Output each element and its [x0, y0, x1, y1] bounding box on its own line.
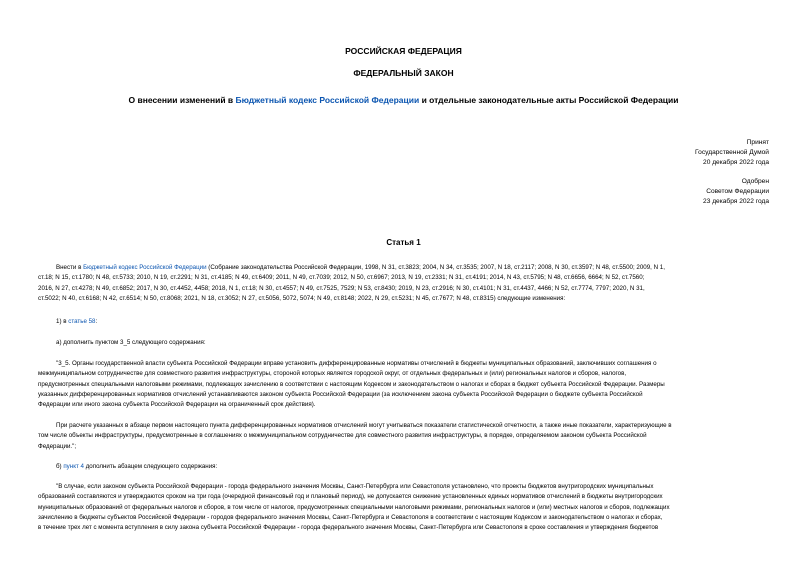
quote-line: указанных дифференцированных нормативов отчислений устанавливаются законом субъекта Российской Федерации (за исключением закона субъекта Российской Федерации о бюджете субъекта Российской — [38, 390, 643, 398]
item-1-prefix: 1) в — [56, 318, 69, 325]
intro-citation-line: (Собрание законодательства Российской Федерации, 1998, N 31, ст.3823; 2004, N 34, ст.3535; 2007, N 18, ст.2117; 2008, N 30, ст.3597; N 48, ст.5500; 2009, N 1, — [206, 264, 665, 271]
quote-line: Федерации или иного закона субъекта Российской Федерации на ограниченный срок действия). — [38, 401, 316, 409]
article-intro-paragraph — [38, 263, 769, 304]
adoption-council-line: Советом Федерации — [706, 188, 769, 196]
intro-citation-line: 2016, N 27, ст.4278; N 49, ст.6852; 2017, N 30, ст.4452, 4458; 2018, N 1, ст.18; N 30, ст.4557; N 49, ст.7525, 7529; N 53, ст.8430; 2019, N 23, ст.2916; N 30, ст.4101; N 31, ст.4437, 4466; N 52, ст.7774, 7797; 2020, N 31, — [38, 284, 645, 292]
item-b — [38, 462, 769, 472]
calculation-line: При расчете указанных в абзаце первом настоящего пункта дифференцированных нормативов отчислений могут учитываться показатели статистической отчетности, а также иные показатели, характеризующие в — [56, 422, 672, 429]
budget-code-title-link[interactable]: Бюджетный кодекс Российской Федерации — [235, 95, 420, 105]
country-heading: РОССИЙСКАЯ ФЕДЕРАЦИЯ — [345, 46, 462, 56]
quote-line: межмуниципальном сотрудничестве для совместного развития инфраструктуры, стороной которых является городской округ, от отдельных федеральных и (или) региональных налогов и сборов, налогов, — [38, 370, 627, 378]
adoption-duma-line: Принят — [746, 139, 769, 146]
law-title-suffix: и отдельные законодательные акты Российской Федерации — [419, 95, 679, 105]
item-a: а) дополнить пунктом 3_5 следующего содержания: — [56, 339, 206, 346]
item-1-suffix: : — [95, 318, 98, 325]
intro-citation-line: ст.5022; N 40, ст.6168; N 42, ст.6514; N 50, ст.8068; 2021, N 18, ст.3052; N 27, ст.5056, 5072, 5074; N 49, ст.8148; 2022, N 29, ст.5231; N 45, ст.7677; N 48, ст.8315) следующие изменения: — [38, 294, 566, 302]
adoption-council-line: Одобрен — [741, 178, 769, 185]
intro-prefix: Внести в — [56, 264, 84, 271]
article-heading: Статья 1 — [386, 238, 421, 247]
law-type-heading: ФЕДЕРАЛЬНЫЙ ЗАКОН — [353, 68, 454, 78]
article-intro-line — [38, 263, 769, 273]
quote-line: образований составляются и утверждаются сроком на три года (очередной финансовый год и плановый период), не допускается снижение установленных единых нормативов отчислений в бюджеты внутригородских — [38, 493, 663, 501]
item-b-suffix: дополнить абзацем следующего содержания: — [83, 463, 218, 470]
quote-3-5-paragraph — [38, 359, 769, 410]
clause-4-link[interactable]: пункт 4 — [63, 463, 84, 470]
quote-line: предусмотренных специальными налоговыми режимами, подлежащих зачислению в соответствии с настоящим Кодексом и законодательством о налогах и сборах в бюджет субъекта Российской Федерации. Размеры — [38, 380, 665, 388]
intro-citation-line: ст.18; N 15, ст.1780; N 48, ст.5733; 2010, N 19, ст.2291; N 31, ст.4185; N 49, ст.6409; 2011, N 49, ст.7039; 2012, N 50, ст.6967; 2013, N 19, ст.2331; N 31, ст.4191; 2014, N 43, ст.5795; N 48, ст.6656, 6664; N 52, ст.7560; — [38, 274, 645, 282]
quote-line: "В случае, если законом субъекта Российской Федерации - города федерального значения Москвы, Санкт-Петербурга или Севастополя установлено, что проекты бюджетов внутригородских муниципальных — [56, 483, 654, 490]
item-b-prefix: б) — [56, 463, 64, 470]
adoption-duma-line: 20 декабря 2022 года — [703, 159, 769, 167]
adoption-duma-block — [695, 138, 769, 169]
law-title — [0, 95, 807, 105]
article-58-link[interactable]: статье 58 — [68, 318, 96, 325]
quote-line: муниципальных образований от федеральных налогов и сборов, в том числе от налогов, предусмотренных специальными налоговыми режимами, региональных налогов и (или) местных налогов и сборов, подлежащих — [38, 503, 670, 511]
quote-line: "3_5. Органы государственной власти субъекта Российской Федерации вправе установить дифференцированные нормативы отчислений в бюджеты муниципальных образований, заключивших соглашения о — [56, 360, 657, 367]
quote-line: в течение трех лет с момента вступления в силу закона субъекта Российской Федерации - города федерального значения Москвы, Санкт-Петербурга или Севастополя в сроке составления и утверждения бюджетов — [38, 524, 659, 532]
adoption-duma-line: Государственной Думой — [695, 149, 769, 157]
budget-code-link[interactable]: Бюджетный кодекс Российской Федерации — [83, 264, 207, 271]
quote-line: зачислению в бюджеты субъектов Российской Федерации - городов федерального значения Москвы, Санкт-Петербурга и Севастополя в соответствии с настоящим Кодексом и законодательством о налогах и сборах, — [38, 513, 663, 521]
calculation-line: Федерации."; — [38, 442, 77, 450]
calculation-line: том числе объекты инфраструктуры, предусмотренные в соглашениях о межмуниципальном сотрудничестве для совместного развития инфраструктуры, в порядке, определяемом законом субъекта Российской — [38, 432, 647, 440]
quote-4-paragraph — [38, 482, 769, 533]
item-1 — [38, 317, 769, 327]
adoption-federation-council-block — [703, 177, 769, 208]
adoption-council-line: 23 декабря 2022 года — [703, 198, 769, 206]
law-title-prefix: О внесении изменений в — [128, 95, 236, 105]
calculation-paragraph — [38, 421, 769, 452]
